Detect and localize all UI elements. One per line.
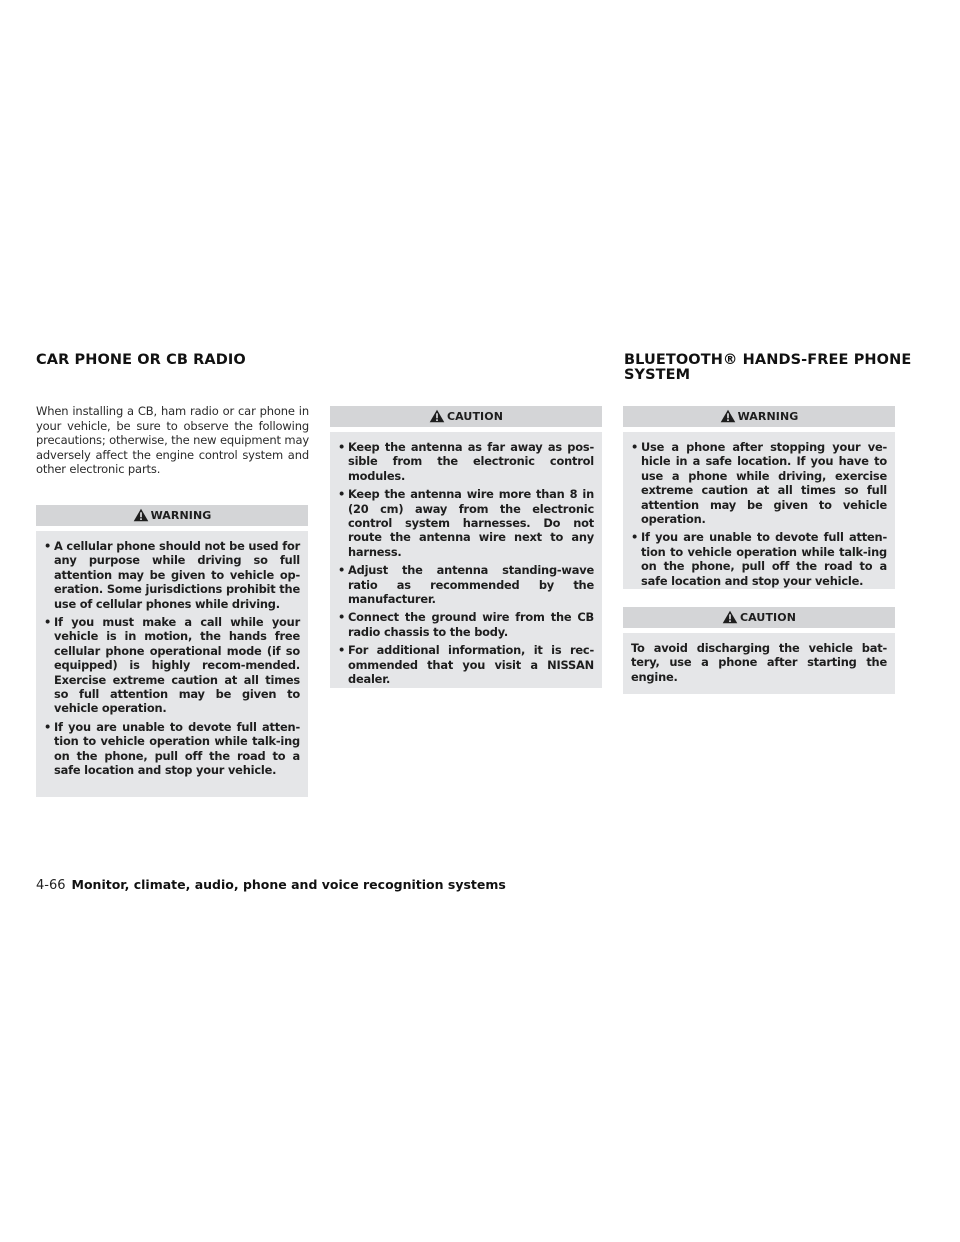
list-item: • If you are unable to devote full atten-tion to vehicle operation while talk-ing on the phone, pull off the road to a safe location and stop your vehicle. bbox=[44, 719, 300, 778]
warning-triangle-icon bbox=[722, 610, 738, 624]
list-item: • Use a phone after stopping your ve-hicle in a safe location. If you have to use a phone while driving, exercise extreme caution at all times so full attention may be given to vehicle operation. bbox=[631, 440, 887, 527]
warning-triangle-icon bbox=[720, 409, 736, 423]
bullet-icon: • bbox=[338, 563, 346, 578]
caution-box-body bbox=[330, 432, 602, 688]
bullet-icon: • bbox=[44, 539, 52, 553]
section-heading-bluetooth-line2: SYSTEM bbox=[624, 367, 691, 383]
warning-triangle-icon bbox=[133, 508, 149, 522]
caution-box-title: CAUTION bbox=[446, 410, 504, 423]
list-item: • For additional information, it is rec-ommended that you visit a NISSAN dealer. bbox=[338, 643, 594, 687]
warning-triangle-icon bbox=[429, 409, 445, 423]
intro-paragraph: When installing a CB, ham radio or car phone in your vehicle, be sure to observe the following precautions; otherwise, the new equipment may adversely affect the engine control system and other electronic parts. bbox=[36, 404, 309, 477]
warning-box-header bbox=[623, 406, 895, 427]
section-heading-car-phone: CAR PHONE OR CB RADIO bbox=[36, 352, 246, 368]
list-item: • Connect the ground wire from the CB radio chassis to the body. bbox=[338, 610, 594, 639]
caution-box-antenna bbox=[330, 406, 602, 688]
page-footer bbox=[36, 877, 506, 893]
warning-box-header bbox=[36, 505, 308, 526]
page-number: 4-66 bbox=[36, 878, 66, 893]
bullet-icon: • bbox=[631, 530, 639, 545]
caution-box-body bbox=[623, 633, 895, 694]
bullet-icon: • bbox=[631, 440, 639, 454]
bullet-icon: • bbox=[44, 615, 52, 630]
warning-box-cellular bbox=[36, 505, 308, 797]
list-item: • Keep the antenna wire more than 8 in (20 cm) away from the electronic control system harnesses. Do not route the antenna wire next to any harness. bbox=[338, 487, 594, 559]
list-item: • If you must make a call while your vehicle is in motion, the hands free cellular phone operational mode (if so equipped) is highly recom-mended. Exercise extreme caution at all times so full attention may be given to vehicle operation. bbox=[44, 615, 300, 716]
warning-box-title: WARNING bbox=[150, 509, 212, 522]
warning-box-phone-use bbox=[623, 406, 895, 589]
bullet-icon: • bbox=[338, 487, 346, 502]
list-item: • If you are unable to devote full atten-tion to vehicle operation while talk-ing on the phone, pull off the road to a safe location and stop your vehicle. bbox=[631, 530, 887, 588]
section-heading-bluetooth bbox=[624, 353, 911, 383]
warning-box-title: WARNING bbox=[737, 410, 799, 423]
section-heading-bluetooth-line1: BLUETOOTH® HANDS-FREE PHONE bbox=[624, 352, 912, 368]
caution-box-text: To avoid discharging the vehicle bat-tery, use a phone after starting the engine. bbox=[631, 641, 887, 684]
caution-box-battery bbox=[623, 607, 895, 694]
bullet-icon: • bbox=[44, 719, 52, 734]
caution-box-title: CAUTION bbox=[739, 611, 797, 624]
warning-box-body bbox=[36, 531, 308, 797]
list-item: • Keep the antenna as far away as pos-sible from the electronic control modules. bbox=[338, 440, 594, 483]
chapter-title: Monitor, climate, audio, phone and voice recognition systems bbox=[71, 877, 506, 892]
warning-box-body bbox=[623, 432, 895, 589]
list-item: • A cellular phone should not be used for any purpose while driving so full attention may be given to vehicle op-eration. Some jurisdictions prohibit the use of cellular phones while driving. bbox=[44, 539, 300, 611]
list-item: • Adjust the antenna standing-wave ratio as recommended by the manufacturer. bbox=[338, 563, 594, 607]
caution-box-header bbox=[623, 607, 895, 628]
bullet-icon: • bbox=[338, 643, 346, 658]
bullet-icon: • bbox=[338, 440, 346, 454]
bullet-icon: • bbox=[338, 610, 346, 625]
caution-box-header bbox=[330, 406, 602, 427]
